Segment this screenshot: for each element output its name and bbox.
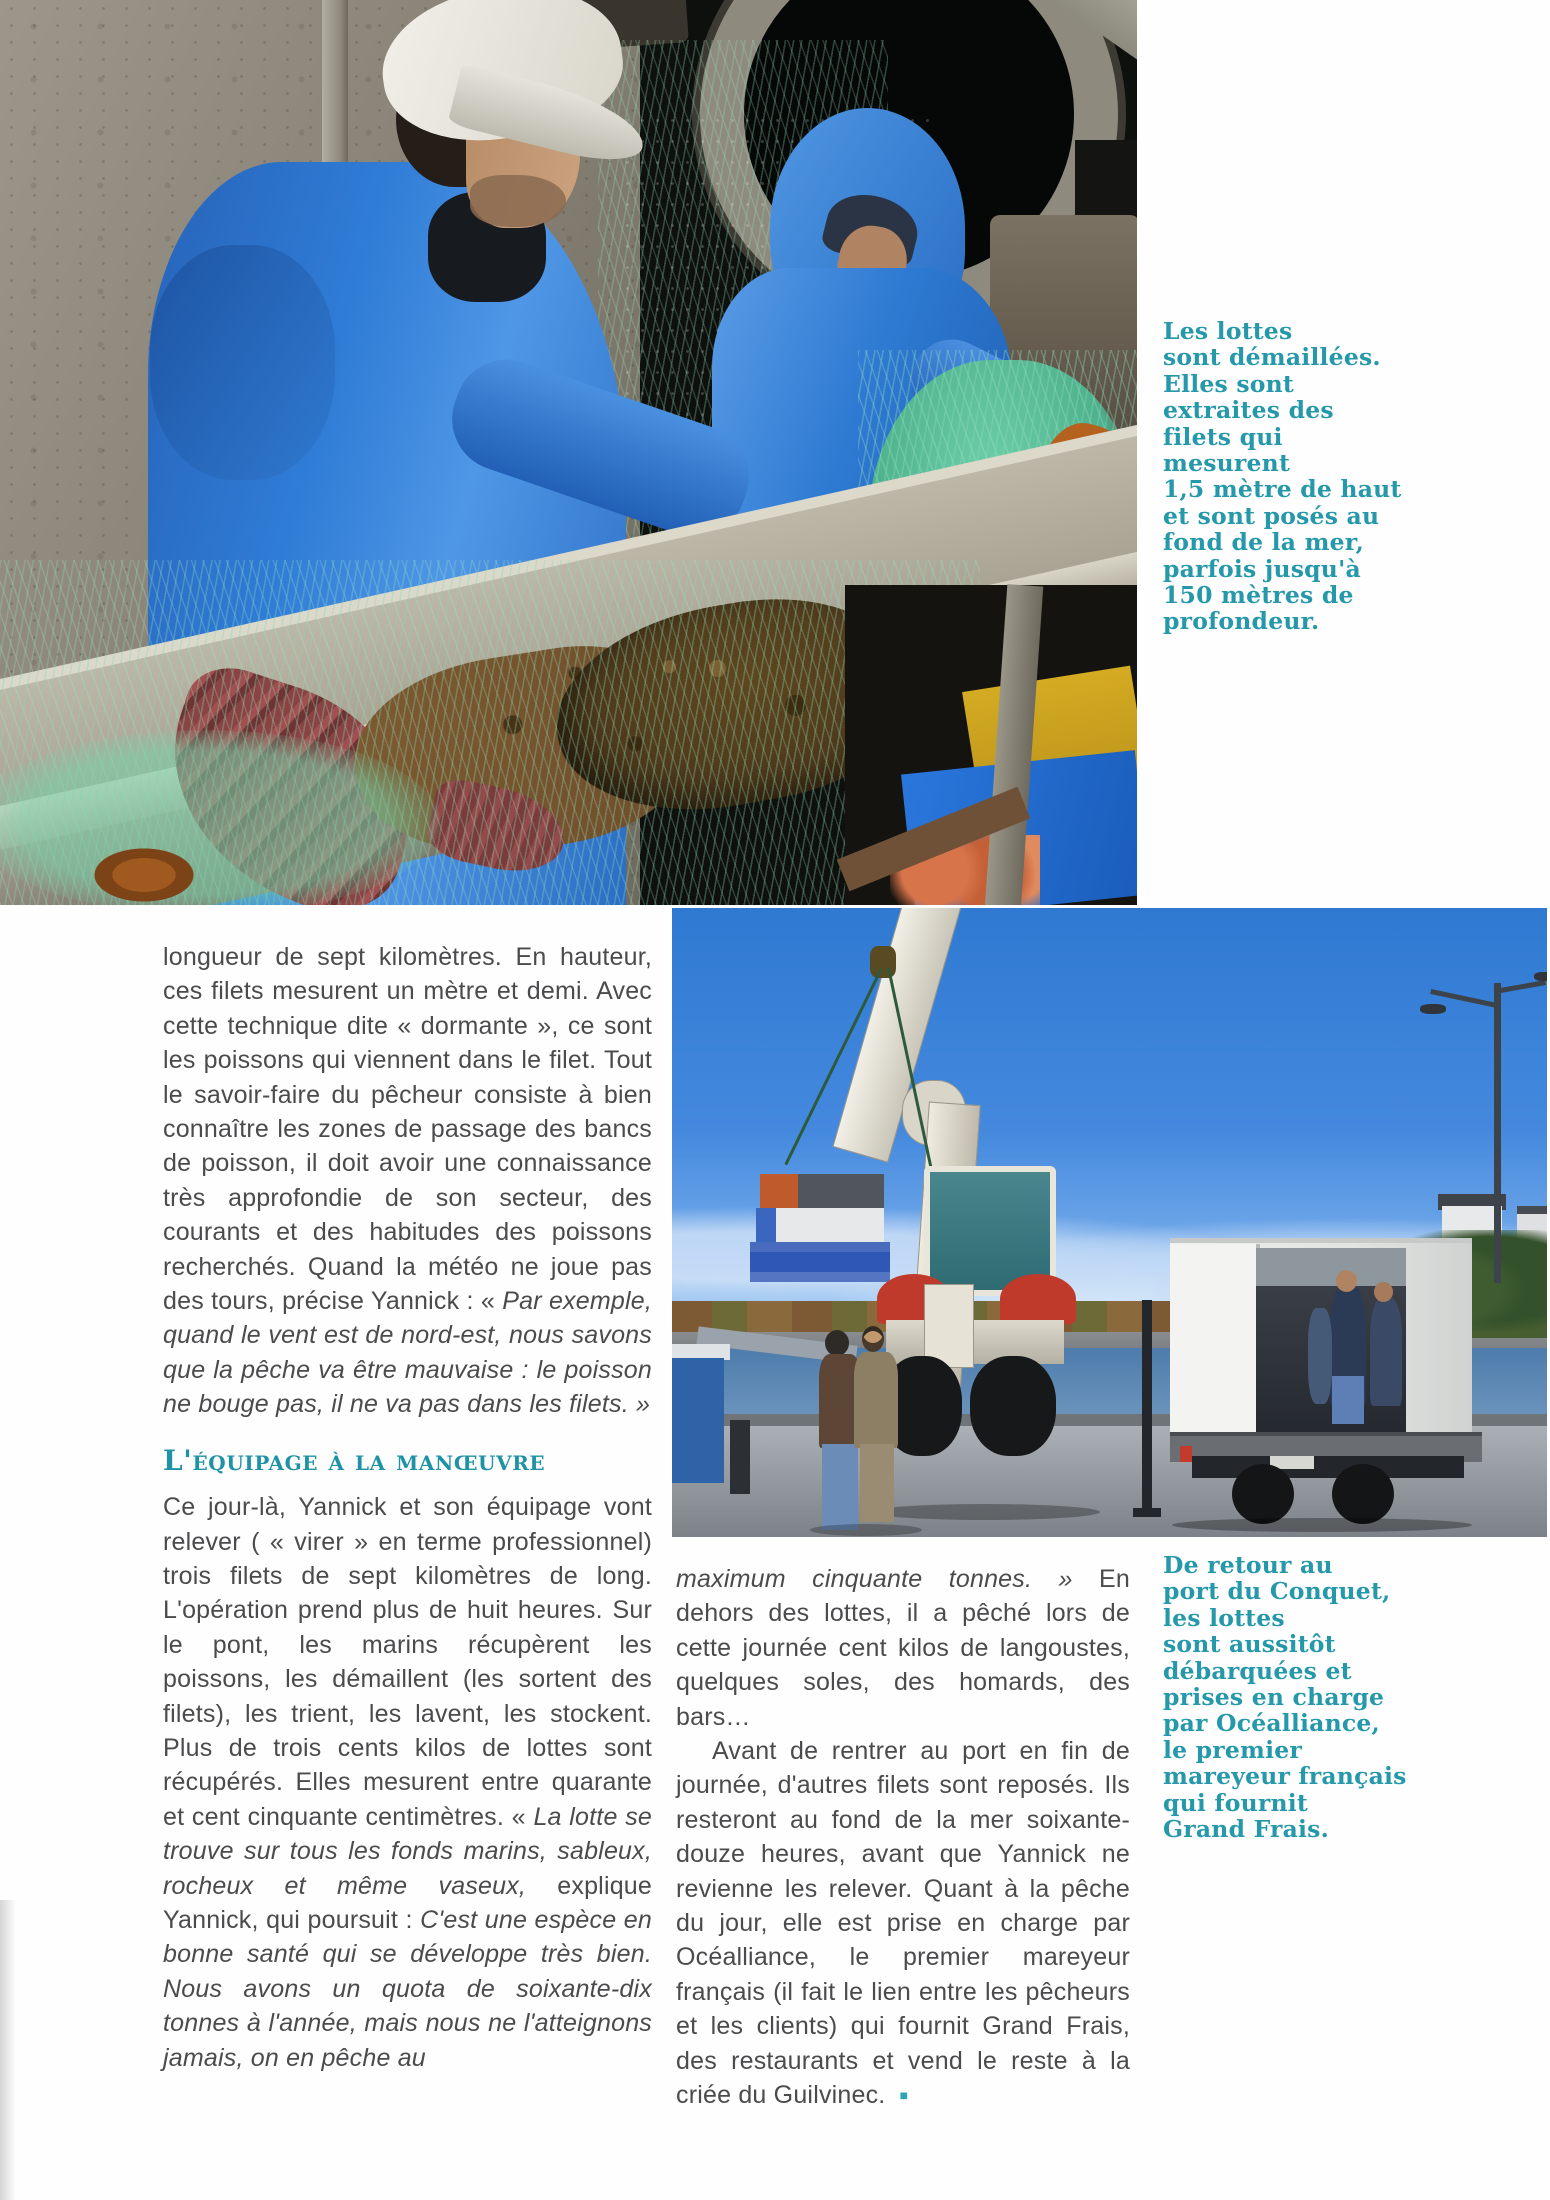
bystander1-head <box>825 1330 849 1356</box>
page-edge-shadow <box>0 1900 16 2200</box>
caption-line: De retour au <box>1163 1551 1333 1579</box>
crate-middle <box>756 1208 884 1244</box>
photo-port-scene <box>672 908 1547 1537</box>
crate-top <box>760 1174 884 1210</box>
caption-line: prises en charge <box>1163 1683 1385 1712</box>
caption-line: les lottes <box>1163 1603 1285 1632</box>
bystander1-jeans <box>822 1444 858 1530</box>
truck-jack-stand <box>1142 1300 1152 1515</box>
machine-boom-base <box>924 1284 974 1368</box>
caption-line: sont démaillées. <box>1163 343 1381 372</box>
caption-line: 150 mètres de <box>1163 581 1354 610</box>
article-middle-column <box>676 1562 1130 2114</box>
caption-line: le premier <box>1163 1735 1302 1764</box>
machine-fender-right <box>1000 1274 1076 1324</box>
truck-wheel-left <box>1232 1464 1294 1524</box>
caption-line: qui fournit <box>1163 1788 1308 1817</box>
caption-line: débarquées et <box>1163 1656 1352 1685</box>
boat-hull <box>672 1358 724 1483</box>
worker-in-truck-3 <box>1308 1308 1332 1404</box>
bystander2-jacket <box>854 1352 898 1448</box>
paragraph: longueur de sept kilomètres. En hauteur, ces filets mesurent un mètre et demi. Avec cette technique dite « dormante », ce sont les poissons qui viennent dans le filet. Tout le savoir-faire du pêcheur consiste à bien connaître les zones de passage des bancs de poisson, il doit avoir une connaissance très approfondie de son secteur, des courants et des habitudes des poissons recherchés. Quand la météo ne joue pas des tours, précise Yannick : « Par exemple, quand le vent est de nord-est, nous savons que la pêche va être mauvaise : le poisson ne bouge pas, il ne va pas dans les filets. » <box>163 943 652 1419</box>
truck-chassis <box>1192 1456 1464 1478</box>
street-lamp-head-left <box>1420 1004 1446 1014</box>
truck-jack-foot <box>1133 1508 1161 1517</box>
caption-line: Elles sont <box>1163 369 1294 398</box>
caption-line: mareyeur français <box>1163 1762 1407 1791</box>
truck-wheel-right <box>1332 1464 1394 1524</box>
rope-coil <box>88 845 200 905</box>
caption-line: Les lottes <box>1163 317 1293 345</box>
paragraph: Ce jour-là, Yannick et son équipage vont relever ( « virer » en terme professionnel) trois filets de sept kilomètres de long. L'opération prend plus de huit heures. Sur le pont, les marins récupèrent les poissons, les démaillent (les sortent des filets), les trient, les lavent, les stockent. Plus de trois cents kilos de lottes sont récupérés. Elles mesurent entre quarante et cent cinquante centimètres. « La lotte se trouve sur tous les fonds marins, sableux, rocheux et même vaseux, explique Yannick, qui poursuit : C'est une espèce en bonne santé qui se développe très bien. Nous avons un quota de soixante-dix tonnes à l'année, mais nous ne l'atteignons jamais, on en pêche au <box>163 1493 653 2072</box>
truck-shadow <box>1172 1518 1472 1532</box>
machine-shadow <box>870 1504 1100 1520</box>
worker-in-truck-1-head <box>1336 1270 1357 1292</box>
caption-line: extraites des <box>1163 396 1334 425</box>
caption-line: filets qui <box>1163 422 1283 451</box>
street-lamp-head-right <box>1534 972 1547 981</box>
truck-open-door <box>1170 1244 1260 1440</box>
truck-tail-lamp <box>1180 1446 1192 1462</box>
caption-line: 1,5 mètre de haut <box>1163 475 1402 504</box>
caption-line: sont aussitôt <box>1163 1630 1336 1659</box>
machine-wheel-right <box>970 1356 1056 1456</box>
street-lamp-pole <box>1494 983 1501 1283</box>
worker-jeans <box>1332 1376 1364 1424</box>
caption-line: parfois jusqu'à <box>1163 554 1361 583</box>
caption-line: profondeur. <box>1163 607 1320 636</box>
fisherman1-beard <box>470 175 566 227</box>
paragraph: Avant de rentrer au port en fin de journée, d'autres filets sont reposés. Ils resteront au fond de la mer soixante-douze heures, avant que Yannick ne revienne les relever. Quant à la pêche du jour, elle est prise en charge par Océalliance, le premier mareyeur français (il fait le lien entre les pêcheurs et les clients) qui fournit Grand Frais, des restaurants et vend le reste à la criée du Guilvinec. ■ <box>676 1737 1130 2110</box>
bystander2-trousers <box>860 1444 894 1522</box>
caption-line: par Océalliance, <box>1163 1709 1380 1738</box>
fisherman1-hood-folds <box>150 245 335 480</box>
paragraph: maximum cinquante tonnes. » En dehors des lottes, il a pêché lors de cette journée cent kilos de langoustes, quelques soles, des homards, des bars… <box>676 1565 1130 1731</box>
crane-hook <box>870 946 896 978</box>
section-heading: L'équipage à la manœuvre <box>163 1443 546 1477</box>
worker-in-truck-2 <box>1370 1298 1402 1406</box>
photo-deck-scene <box>0 0 1137 905</box>
caption-line: port du Conquet, <box>1163 1577 1391 1606</box>
bystander2-head <box>862 1326 884 1352</box>
bystanders-shadow <box>810 1524 922 1536</box>
mooring-post <box>730 1420 750 1494</box>
crate-bottom <box>750 1242 890 1282</box>
worker-in-truck-2-head <box>1374 1282 1393 1302</box>
caption-line: mesurent <box>1163 449 1291 478</box>
caption-port <box>1163 1552 1463 1842</box>
caption-line: Grand Frais. <box>1163 1815 1329 1844</box>
caption-deck <box>1163 318 1463 635</box>
caption-line: fond de la mer, <box>1163 528 1365 557</box>
caption-line: et sont posés au <box>1163 501 1380 530</box>
article-left-column <box>163 940 652 2075</box>
